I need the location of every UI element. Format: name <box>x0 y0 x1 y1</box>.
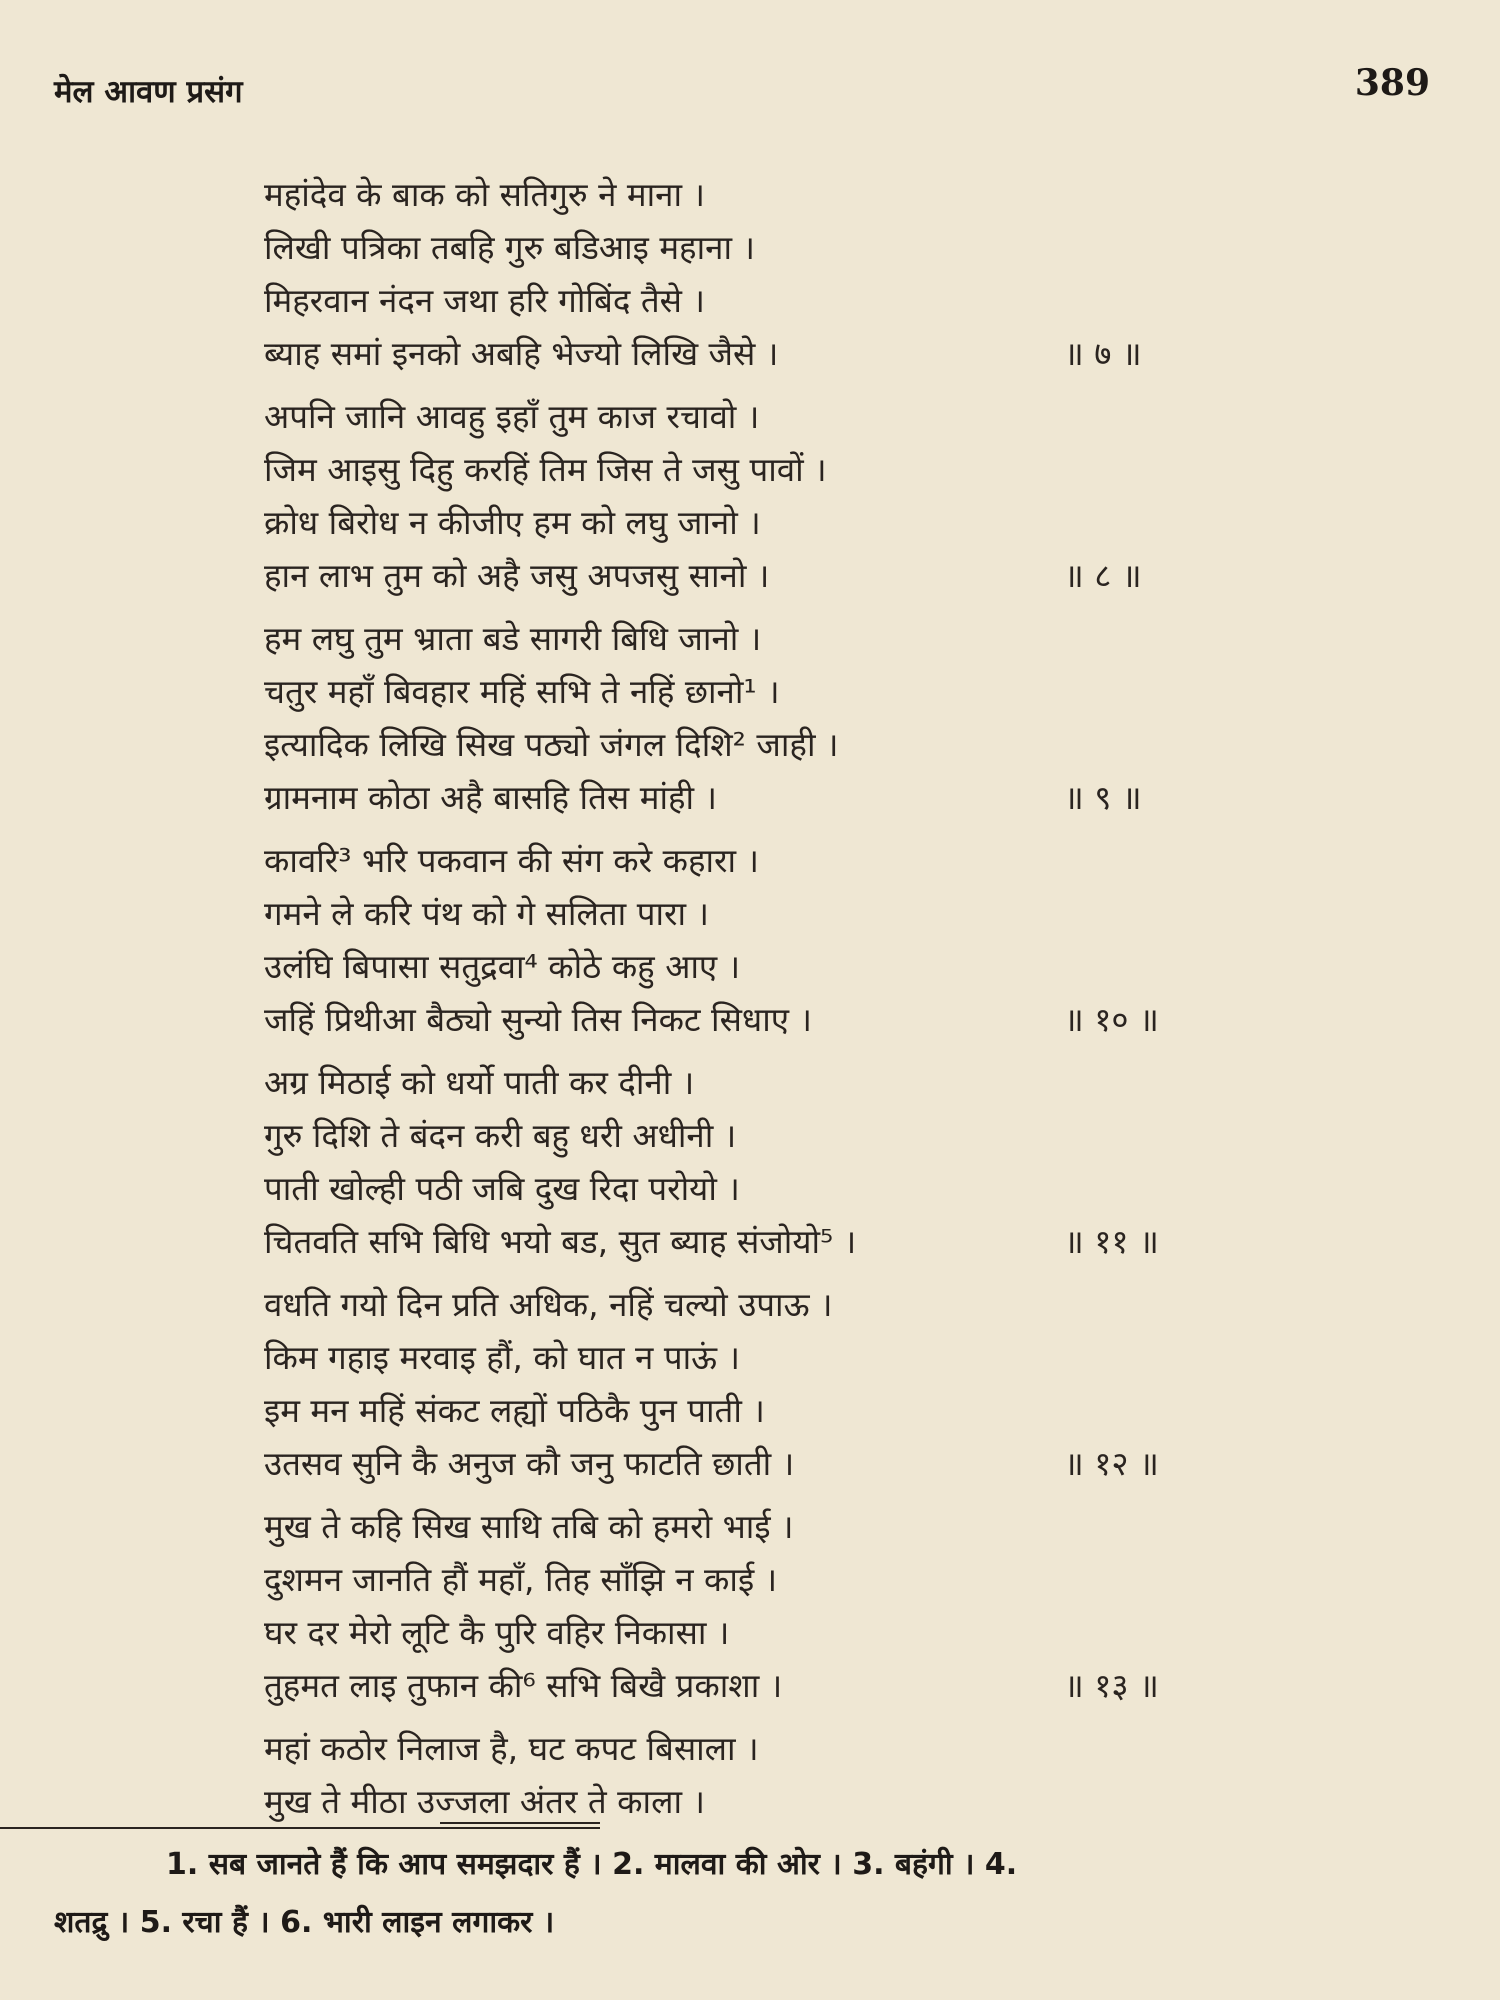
verse-line <box>264 1215 1264 1268</box>
verse-line <box>264 390 1264 443</box>
stanza-number: ॥ ९ ॥ <box>1064 778 1142 817</box>
verse-text: क्रोध बिरोध न कीजीए हम को लघु जानो । <box>264 503 761 542</box>
verse-line <box>264 1162 1264 1215</box>
verse-line <box>264 443 1264 496</box>
stanza <box>264 834 1264 1046</box>
verse-line <box>264 1056 1264 1109</box>
verse-text: चितवति सभि बिधि भयो बड, सुत ब्याह संजोयो⁵ । <box>264 1222 857 1261</box>
verse-text: अग्र मिठाई को धर्यो पाती कर दीनी । <box>264 1063 695 1102</box>
stanza <box>264 390 1264 602</box>
stanza <box>264 1722 1264 1828</box>
verse-line <box>264 168 1264 221</box>
verse-text: दुशमन जानति हौं महाँ, तिह साँझि न काई । <box>264 1560 778 1599</box>
verse-text: उतसव सुनि कै अनुज कौ जनु फाटति छाती । <box>264 1444 795 1483</box>
verse-line <box>264 1775 1264 1828</box>
verse-text: मुख ते मीठा उज्जला अंतर ते काला । <box>264 1782 705 1821</box>
verse-text: गुरु दिशि ते बंदन करी बहु धरी अधीनी । <box>264 1116 737 1155</box>
verse-text: हम लघु तुम भ्राता बडे सागरी बिधि जानो । <box>264 619 762 658</box>
verse-text: महांदेव के बाक को सतिगुरु ने माना । <box>264 175 706 214</box>
verse-line <box>264 1722 1264 1775</box>
verse-line <box>264 1384 1264 1437</box>
verse-block <box>264 168 1264 1838</box>
verse-text: मिहरवान नंदन जथा हरि गोबिंद तैसे । <box>264 281 705 320</box>
page-number: 389 <box>1354 62 1430 104</box>
stanza-number: ॥ १२ ॥ <box>1064 1444 1159 1483</box>
verse-line <box>264 665 1264 718</box>
verse-line <box>264 327 1264 380</box>
verse-text: तुहमत लाइ तुफान की⁶ सभि बिखै प्रकाशा । <box>264 1666 783 1705</box>
verse-text: इत्यादिक लिखि सिख पठ्यो जंगल दिशि² जाही । <box>264 725 839 764</box>
stanza-number: ॥ ११ ॥ <box>1064 1222 1159 1261</box>
verse-line <box>264 549 1264 602</box>
footnotes <box>54 1836 1454 1952</box>
verse-text: पाती खोल्ही पठी जबि दुख रिदा परोयो । <box>264 1169 740 1208</box>
stanza <box>264 1278 1264 1490</box>
verse-line <box>264 1659 1264 1712</box>
stanza <box>264 168 1264 380</box>
stanza-number: ॥ ७ ॥ <box>1064 334 1142 373</box>
verse-text: जिम आइसु दिहु करहिं तिम जिस ते जसु पावों । <box>264 450 827 489</box>
stanza <box>264 1500 1264 1712</box>
verse-line <box>264 1500 1264 1553</box>
verse-text: वधति गयो दिन प्रति अधिक, नहिं चल्यो उपाऊ । <box>264 1285 833 1324</box>
verse-line <box>264 771 1264 824</box>
verse-line <box>264 274 1264 327</box>
verse-text: ग्रामनाम कोठा अहै बासहि तिस मांही । <box>264 778 718 817</box>
stanza-number: ॥ १३ ॥ <box>1064 1666 1159 1705</box>
verse-text: किम गहाइ मरवाइ हौं, को घात न पाऊं । <box>264 1338 741 1377</box>
stanza-number: ॥ ८ ॥ <box>1064 556 1142 595</box>
verse-text: अपनि जानि आवहु इहाँ तुम काज रचावो । <box>264 397 760 436</box>
verse-text: मुख ते कहि सिख साथि तबि को हमरो भाई । <box>264 1507 794 1546</box>
verse-line <box>264 1553 1264 1606</box>
verse-line <box>264 834 1264 887</box>
verse-line <box>264 718 1264 771</box>
verse-line <box>264 496 1264 549</box>
verse-text: महां कठोर निलाज है, घट कपट बिसाला । <box>264 1729 759 1768</box>
verse-line <box>264 887 1264 940</box>
verse-line <box>264 1109 1264 1162</box>
verse-text: कावरि³ भरि पकवान की संग करे कहारा । <box>264 841 760 880</box>
running-title: मेल आवण प्रसंग <box>54 74 243 110</box>
verse-text: जहिं प्रिथीआ बैठ्यो सुन्यो तिस निकट सिधाए । <box>264 1000 813 1039</box>
stanza-number: ॥ १० ॥ <box>1064 1000 1159 1039</box>
verse-text: लिखी पत्रिका तबहि गुरु बडिआइ महाना । <box>264 228 755 267</box>
verse-text: घर दर मेरो लूटि कै पुरि वहिर निकासा । <box>264 1613 730 1652</box>
verse-line <box>264 612 1264 665</box>
verse-line <box>264 221 1264 274</box>
verse-text: इम मन महिं संकट लह्यों पठिकै पुन पाती । <box>264 1391 765 1430</box>
verse-line <box>264 993 1264 1046</box>
verse-text: उलंघि बिपासा सतुद्रवा⁴ कोठे कहु आए । <box>264 947 741 986</box>
stanza <box>264 1056 1264 1268</box>
verse-text: ब्याह समां इनको अबहि भेज्यो लिखि जैसे । <box>264 334 779 373</box>
verse-text: हान लाभ तुम को अहै जसु अपजसु सानो । <box>264 556 770 595</box>
verse-line <box>264 1606 1264 1659</box>
footnote-divider <box>0 1827 600 1829</box>
verse-line <box>264 940 1264 993</box>
stanza <box>264 612 1264 824</box>
verse-line <box>264 1437 1264 1490</box>
footnote-divider-short <box>440 1822 600 1824</box>
verse-line <box>264 1278 1264 1331</box>
footnote-line: 1. सब जानते हैं कि आप समझदार हैं । 2. मालवा की ओर । 3. बहंगी । 4. <box>166 1847 1018 1882</box>
verse-text: चतुर महाँ बिवहार महिं सभि ते नहिं छानो¹ । <box>264 672 780 711</box>
verse-line <box>264 1331 1264 1384</box>
verse-text: गमने ले करि पंथ को गे सलिता पारा । <box>264 894 710 933</box>
footnote-line: शतद्रु । 5. रचा हैं । 6. भारी लाइन लगाकर । <box>54 1905 555 1940</box>
